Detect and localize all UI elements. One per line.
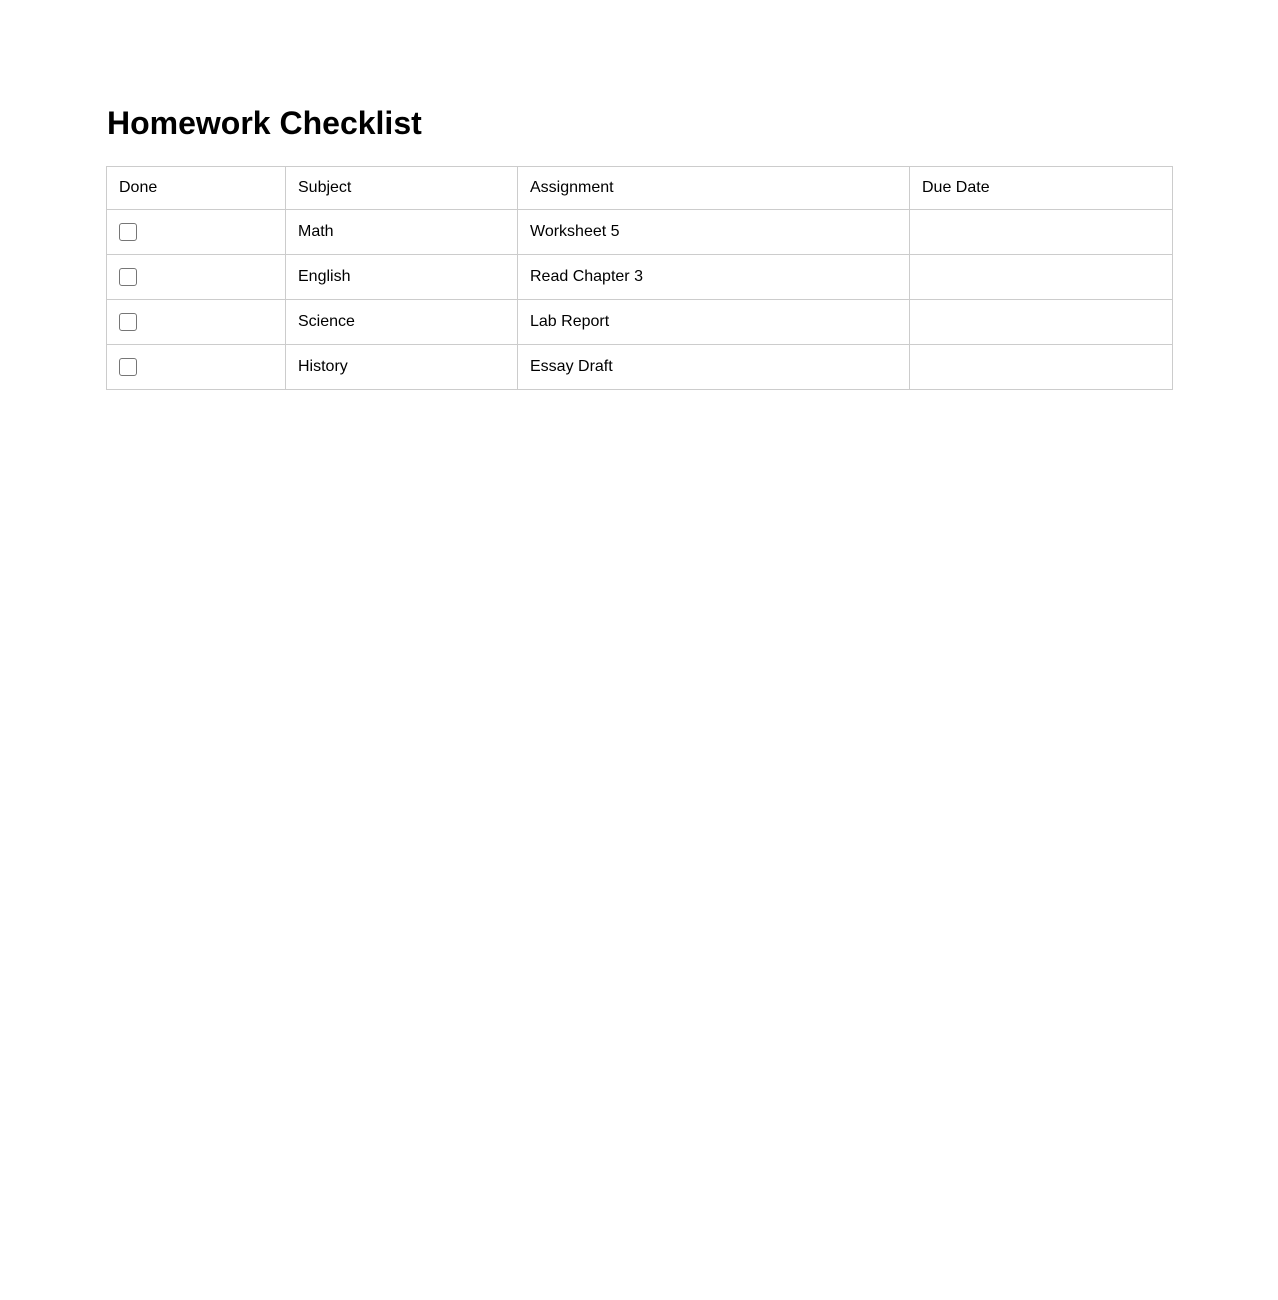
header-row <box>107 167 1173 210</box>
assignment-cell: Lab Report <box>518 300 910 345</box>
subject-cell: Math <box>286 210 518 255</box>
page-title: Homework Checklist <box>107 105 422 141</box>
done-checkbox[interactable] <box>119 358 137 376</box>
header-due-date: Due Date <box>910 167 1173 210</box>
done-cell <box>107 255 286 300</box>
table-row <box>107 300 1173 345</box>
done-cell <box>107 345 286 390</box>
assignment-cell: Worksheet 5 <box>518 210 910 255</box>
header-subject: Subject <box>286 167 518 210</box>
done-cell <box>107 300 286 345</box>
due-date-cell[interactable] <box>910 345 1173 390</box>
done-checkbox[interactable] <box>119 313 137 331</box>
done-checkbox[interactable] <box>119 268 137 286</box>
due-date-cell[interactable] <box>910 300 1173 345</box>
subject-cell: History <box>286 345 518 390</box>
due-date-cell[interactable] <box>910 255 1173 300</box>
subject-cell: Science <box>286 300 518 345</box>
header-assignment: Assignment <box>518 167 910 210</box>
header-done: Done <box>107 167 286 210</box>
due-date-cell[interactable] <box>910 210 1173 255</box>
table-row <box>107 255 1173 300</box>
table-row <box>107 345 1173 390</box>
subject-cell: English <box>286 255 518 300</box>
assignment-cell: Essay Draft <box>518 345 910 390</box>
table-row <box>107 210 1173 255</box>
done-cell <box>107 210 286 255</box>
done-checkbox[interactable] <box>119 223 137 241</box>
assignment-cell: Read Chapter 3 <box>518 255 910 300</box>
homework-table <box>106 166 1173 390</box>
